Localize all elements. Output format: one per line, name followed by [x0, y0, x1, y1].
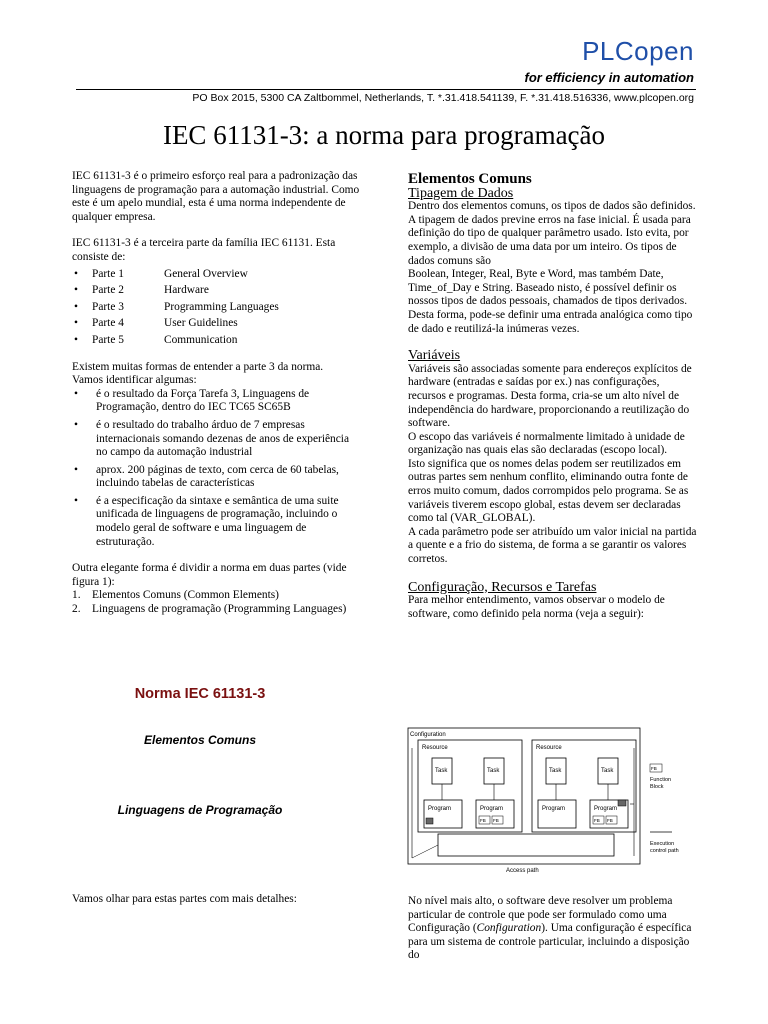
resource-label: Resource	[536, 745, 562, 751]
list-item: • aprox. 200 páginas de texto, com cerca de 60 tabelas, incluindo tabelas de características	[72, 464, 362, 491]
program-label: Program	[428, 806, 452, 812]
fb-label: FB	[594, 818, 600, 823]
program-label: Program	[594, 806, 618, 812]
fb-label: FB	[607, 818, 613, 823]
list-item: • Parte 5 Communication	[72, 334, 362, 348]
closing-paragraph: Vamos olhar para estas partes com mais detalhes:	[72, 893, 297, 905]
program-box	[538, 800, 576, 828]
fb-label: FB	[480, 818, 486, 823]
variaveis-paragraph-1: Variáveis são associadas somente para endereços explícitos de hardware (entradas e saídas por ex.) nas configurações, recursos e programas. Desta forma, cria-se um alto nível de independência do hardware, proporcionando a reutilização do software.	[408, 362, 692, 430]
task-label: Task	[549, 768, 562, 774]
final-paragraph: No nível mais alto, o software deve resolver um problema particular de controle que pode ser formulado como uma Configuração (Configuration). Uma configuração é específica para um sistema de controle particular, incluindo a disposição do	[408, 895, 692, 962]
program-label: Program	[480, 806, 504, 812]
heading-tipagem: Tipagem de Dados	[408, 185, 514, 201]
program-label: Program	[542, 806, 566, 812]
heading-variaveis: Variáveis	[408, 348, 461, 364]
task-label: Task	[487, 768, 500, 774]
list-item: • é o resultado do trabalho árduo de 7 empresas internacionais somando dezenas de anos de experiência no campo da automação industrial	[72, 419, 362, 460]
tipagem-paragraph-2: Boolean, Integer, Real, Byte e Word, mas também Date, Time_of_Day e String. Baseado nisto, é possível definir os nossos tipos de dados pessoais, chamados de tipos derivados. Desta forma, pode-se definir uma entrada analógica como tipo de dado e reutilizá-la inúmeras vezes.	[408, 268, 693, 335]
parts-list	[72, 268, 362, 348]
list-item: • Parte 2 Hardware	[72, 284, 362, 298]
configuracao-paragraph: Para melhor entendimento, vamos observar o modelo de software, como definido pela norma (veja a seguir):	[408, 594, 665, 620]
variaveis-paragraph-4: A cada parâmetro pode ser atribuído um valor inicial na partida a quente e a frio do sistema, de forma a se garantir os valores corretos.	[408, 525, 697, 566]
ways-paragraph: Existem muitas formas de entender a parte 3 da norma.	[72, 360, 324, 373]
family-paragraph: IEC 61131-3 é a terceira parte da família IEC 61131. Esta consiste de:	[72, 237, 336, 263]
variaveis-paragraph-3: Isto significa que os nomes delas podem ser reutilizados em outras partes sem nenhum conflito, eliminando outra fonte de erros muito comum, dados corrompidos pelo programa. Se as variáveis tiverem escopo global, estas devem ser declaradas como tal (VAR_GLOBAL).	[408, 457, 689, 525]
intro-paragraph: IEC 61131-3 é o primeiro esforço real para a padronização das linguagens de programação para a automação industrial. Como este é um apelo mundial, esta é uma norma independente de qualquer empresa.	[72, 170, 360, 223]
list-item: • Parte 3 Programming Languages	[72, 301, 362, 315]
execution-path-label: Execution control path	[650, 841, 679, 854]
tipagem-paragraph-1: Dentro dos elementos comuns, os tipos de dados são definidos. A tipagem de dados previne erros na fase inicial. É usada para definição do tipo de qualquer parâmetro usado. Isto evita, por exemplo, a divisão de uma data por um inteiro. Os tipos de dados comuns são	[408, 200, 696, 267]
resource-label: Resource	[422, 745, 448, 751]
tagline: for efficiency in automation	[524, 70, 694, 85]
list-item: • é a especificação da sintaxe e semântica de uma suite unificada de linguagens de programação, incluindo o modelo geral de software e uma linguagem de estruturação.	[72, 495, 362, 549]
task-label: Task	[601, 768, 614, 774]
legend-fb-label: FB	[651, 766, 657, 771]
configuration-label: Configuration	[410, 732, 446, 738]
software-model-diagram	[404, 724, 704, 880]
list-item: • Parte 1 General Overview	[72, 268, 362, 282]
address-line: PO Box 2015, 5300 CA Zaltbommel, Netherlands, T. *.31.418.541139, F. *.31.418.516336, www.plcopen.org	[192, 92, 694, 104]
access-path-label: Access path	[506, 868, 539, 874]
header-divider	[76, 89, 696, 90]
identify-paragraph: Vamos identificar algumas:	[72, 374, 197, 387]
plcopen-logo: PLCopen	[582, 36, 694, 66]
fb-label: FB	[493, 818, 499, 823]
list-item: 2. Linguagens de programação (Programming Languages)	[72, 603, 347, 616]
figure-item-linguagens: Linguagens de Programação	[117, 803, 283, 817]
heading-elementos: Elementos Comuns	[408, 171, 532, 187]
left-column	[72, 170, 362, 617]
variaveis-paragraph-2: O escopo das variáveis é normalmente limitado à unidade de organização nas quais elas são declaradas (escopo local).	[408, 430, 685, 457]
figure-title: Norma IEC 61131-3	[134, 686, 266, 702]
task-label: Task	[435, 768, 448, 774]
function-block-label: Function Block	[650, 777, 672, 790]
document-title: IEC 61131-3: a norma para programação	[162, 120, 606, 150]
right-column	[408, 173, 700, 621]
list-item: 1. Elementos Comuns (Common Elements)	[72, 589, 279, 602]
list-item: • Parte 4 User Guidelines	[72, 317, 362, 331]
heading-configuracao: Configuração, Recursos e Tarefas	[408, 579, 597, 595]
elegant-paragraph: Outra elegante forma é dividir a norma em duas partes (vide figura 1):	[72, 562, 347, 588]
list-item: • é o resultado da Força Tarefa 3, Linguagens de Programação, dentro do IEC TC65 SC65B	[72, 388, 362, 415]
access-path-bar	[438, 834, 614, 856]
figure-item-elementos: Elementos Comuns	[143, 733, 257, 747]
